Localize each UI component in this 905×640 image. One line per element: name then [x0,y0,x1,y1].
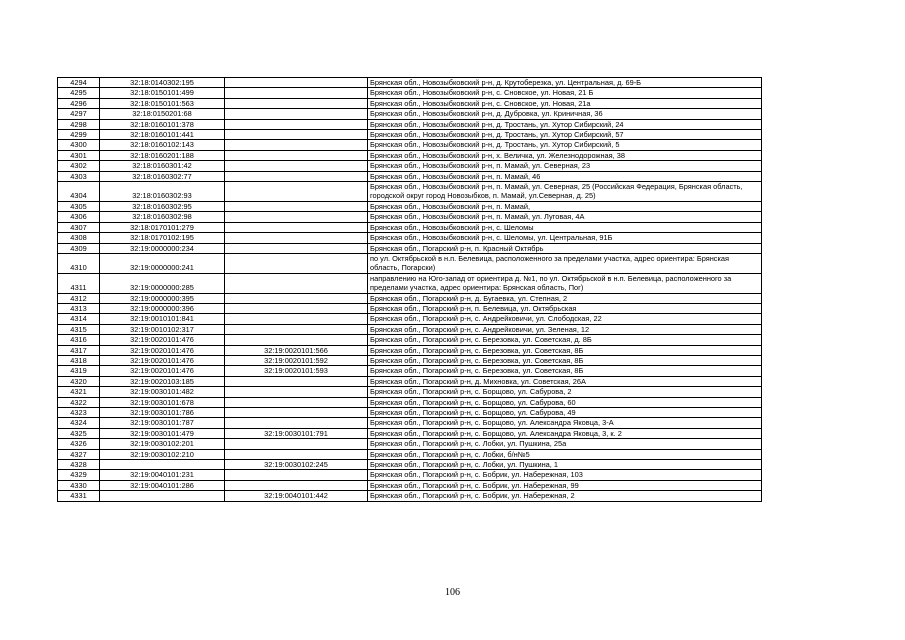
related-cadastral-number-cell [225,335,368,345]
row-number-cell: 4315 [58,324,100,334]
related-cadastral-number-cell [225,418,368,428]
address-cell: Брянская обл., Новозыбковский р-н, с. Сновское, ул. Новая, 21 Б [368,88,762,98]
table-row [58,366,762,376]
related-cadastral-number-cell [225,182,368,202]
address-cell: Брянская обл., Погарский р-н, с. Березовка, ул. Советская, 8Б [368,355,762,365]
cadastral-number-cell: 32:19:0020101:476 [100,366,225,376]
cadastral-number-cell: 32:18:0160102:143 [100,140,225,150]
related-cadastral-number-cell [225,98,368,108]
address-cell: Брянская обл., Погарский р-н, с. Бобрик, ул. Набережная, 2 [368,491,762,501]
table-row [58,212,762,222]
cadastral-number-cell: 32:19:0000000:395 [100,293,225,303]
page-number: 106 [445,587,460,598]
address-cell: Брянская обл., Погарский р-н, с. Борщово, ул. Сабурова, 2 [368,387,762,397]
cadastral-number-cell: 32:18:0160302:93 [100,182,225,202]
address-cell: Брянская обл., Новозыбковский р-н, д. Тростань, ул. Хутор Сибирский, 57 [368,130,762,140]
address-cell: Брянская обл., Погарский р-н, с. Лобки, б/н№5 [368,449,762,459]
table-row [58,449,762,459]
table-row [58,119,762,129]
table-row [58,109,762,119]
table-row [58,460,762,470]
cadastral-number-cell: 32:18:0160302:77 [100,171,225,181]
row-number-cell: 4304 [58,182,100,202]
related-cadastral-number-cell [225,150,368,160]
address-cell: Брянская обл., Новозыбковский р-н, п. Мамай, ул. Северная, 23 [368,161,762,171]
row-number-cell: 4306 [58,212,100,222]
cadastral-number-cell: 32:18:0160101:441 [100,130,225,140]
related-cadastral-number-cell [225,222,368,232]
table-row [58,253,762,273]
related-cadastral-number-cell [225,119,368,129]
related-cadastral-number-cell [225,293,368,303]
cadastral-number-cell: 32:19:0030101:482 [100,387,225,397]
cadastral-number-cell [100,491,225,501]
table-row [58,480,762,490]
table-row [58,376,762,386]
related-cadastral-number-cell [225,387,368,397]
table-row [58,324,762,334]
row-number-cell: 4323 [58,408,100,418]
row-number-cell: 4326 [58,439,100,449]
cadastral-number-cell: 32:19:0020101:476 [100,345,225,355]
table-row [58,491,762,501]
related-cadastral-number-cell [225,212,368,222]
cadastral-number-cell: 32:19:0020101:476 [100,335,225,345]
related-cadastral-number-cell [225,273,368,293]
address-cell: Брянская обл., Новозыбковский р-н, д. Тростань, ул. Хутор Сибирский, 24 [368,119,762,129]
table-row [58,345,762,355]
table-row [58,470,762,480]
row-number-cell: 4294 [58,78,100,88]
address-cell: Брянская обл., Новозыбковский р-н, с. Сновское, ул. Новая, 21а [368,98,762,108]
address-cell: Брянская обл., Новозыбковский р-н, п. Мамай, [368,201,762,211]
address-cell: Брянская обл., Новозыбковский р-н, д. Крутоберезка, ул. Центральная, д. 69-Б [368,78,762,88]
related-cadastral-number-cell [225,161,368,171]
row-number-cell: 4321 [58,387,100,397]
cadastral-number-cell: 32:19:0000000:396 [100,303,225,313]
cadastral-number-cell: 32:19:0040101:286 [100,480,225,490]
table-row [58,171,762,181]
address-cell: Брянская обл., Погарский р-н, с. Бобрик, ул. Набережная, 99 [368,480,762,490]
related-cadastral-number-cell: 32:19:0020101:593 [225,366,368,376]
related-cadastral-number-cell: 32:19:0030101:791 [225,428,368,438]
address-cell: Брянская обл., Погарский р-н, с. Андрейковичи, ул. Зеленая, 12 [368,324,762,334]
table-row [58,418,762,428]
row-number-cell: 4309 [58,243,100,253]
address-cell: направлению на Юго-запад от ориентира д. №1, по ул. Октябрьской в н.п. Белевица, расположенного за пределами участка, адрес ориентира: Брянская область, Пог) [368,273,762,293]
cadastral-number-cell: 32:18:0150101:563 [100,98,225,108]
related-cadastral-number-cell [225,439,368,449]
cadastral-number-cell: 32:19:0000000:285 [100,273,225,293]
table-row [58,161,762,171]
table-row [58,222,762,232]
row-number-cell: 4328 [58,460,100,470]
cadastral-number-cell: 32:18:0160301:42 [100,161,225,171]
cadastral-number-cell: 32:19:0020103:185 [100,376,225,386]
cadastral-number-cell: 32:18:0140302:195 [100,78,225,88]
address-cell: Брянская обл., Погарский р-н, с. Бобрик, ул. Набережная, 103 [368,470,762,480]
cadastral-number-cell: 32:18:0160201:188 [100,150,225,160]
table-row [58,387,762,397]
cadastral-number-cell: 32:19:0000000:241 [100,253,225,273]
cadastral-number-cell: 32:19:0020101:476 [100,355,225,365]
table-row [58,335,762,345]
row-number-cell: 4303 [58,171,100,181]
related-cadastral-number-cell [225,408,368,418]
related-cadastral-number-cell [225,201,368,211]
table-row [58,303,762,313]
row-number-cell: 4307 [58,222,100,232]
cadastral-number-cell: 32:19:0000000:234 [100,243,225,253]
cadastral-number-cell: 32:19:0030101:787 [100,418,225,428]
row-number-cell: 4305 [58,201,100,211]
table-row [58,355,762,365]
related-cadastral-number-cell: 32:19:0030102:245 [225,460,368,470]
row-number-cell: 4327 [58,449,100,459]
row-number-cell: 4316 [58,335,100,345]
row-number-cell: 4301 [58,150,100,160]
row-number-cell: 4330 [58,480,100,490]
cadastral-number-cell: 32:18:0170102:195 [100,233,225,243]
address-cell: Брянская обл., Погарский р-н, д. Михновка, ул. Советская, 26А [368,376,762,386]
related-cadastral-number-cell [225,109,368,119]
cadastral-number-cell: 32:18:0160302:95 [100,201,225,211]
address-cell: Брянская обл., Погарский р-н, п. Белевица, ул. Октябрьская [368,303,762,313]
address-cell: Брянская обл., Новозыбковский р-н, с. Шеломы [368,222,762,232]
table-row [58,182,762,202]
address-cell: Брянская обл., Погарский р-н, д. Бугаевка, ул. Степная, 2 [368,293,762,303]
table-row [58,293,762,303]
address-cell: по ул. Октябрьской в н.п. Белевица, расположенного за пределами участка, адрес ориентира: Брянская область, Погарски) [368,253,762,273]
related-cadastral-number-cell: 32:19:0020101:566 [225,345,368,355]
row-number-cell: 4312 [58,293,100,303]
related-cadastral-number-cell [225,130,368,140]
address-cell: Брянская обл., Погарский р-н, с. Березовка, ул. Советская, д. 8Б [368,335,762,345]
related-cadastral-number-cell [225,233,368,243]
row-number-cell: 4317 [58,345,100,355]
related-cadastral-number-cell [225,243,368,253]
table-row [58,98,762,108]
row-number-cell: 4325 [58,428,100,438]
address-cell: Брянская обл., Погарский р-н, п. Красный Октябрь [368,243,762,253]
table-row [58,397,762,407]
row-number-cell: 4331 [58,491,100,501]
row-number-cell: 4322 [58,397,100,407]
related-cadastral-number-cell [225,324,368,334]
cadastral-number-cell: 32:18:0150101:499 [100,88,225,98]
document-table [57,77,762,502]
table-row [58,428,762,438]
address-cell: Брянская обл., Погарский р-н, с. Лобки, ул. Пушкина, 1 [368,460,762,470]
related-cadastral-number-cell [225,480,368,490]
table-row [58,78,762,88]
cadastral-number-cell: 32:18:0170101:279 [100,222,225,232]
related-cadastral-number-cell [225,78,368,88]
related-cadastral-number-cell [225,88,368,98]
address-cell: Брянская обл., Погарский р-н, с. Лобки, ул. Пушкина, 25а [368,439,762,449]
row-number-cell: 4313 [58,303,100,313]
cadastral-number-cell: 32:19:0030101:786 [100,408,225,418]
address-cell: Брянская обл., Погарский р-н, с. Борщово, ул. Александра Яковца, 3-А [368,418,762,428]
address-cell: Брянская обл., Погарский р-н, с. Березовка, ул. Советская, 8Б [368,366,762,376]
cadastral-number-cell [100,460,225,470]
table-row [58,88,762,98]
row-number-cell: 4320 [58,376,100,386]
table-row [58,140,762,150]
table-row [58,150,762,160]
related-cadastral-number-cell [225,449,368,459]
address-cell: Брянская обл., Новозыбковский р-н, с. Шеломы, ул. Центральная, 91Б [368,233,762,243]
address-cell: Брянская обл., Погарский р-н, с. Андрейковичи, ул. Слободская, 22 [368,314,762,324]
related-cadastral-number-cell [225,470,368,480]
related-cadastral-number-cell: 32:19:0020101:592 [225,355,368,365]
related-cadastral-number-cell [225,253,368,273]
table-row [58,408,762,418]
row-number-cell: 4311 [58,273,100,293]
row-number-cell: 4329 [58,470,100,480]
address-cell: Брянская обл., Погарский р-н, с. Борщово, ул. Александра Яковца, 3, к. 2 [368,428,762,438]
address-cell: Брянская обл., Погарский р-н, с. Березовка, ул. Советская, 8Б [368,345,762,355]
row-number-cell: 4302 [58,161,100,171]
row-number-cell: 4298 [58,119,100,129]
related-cadastral-number-cell [225,376,368,386]
address-cell: Брянская обл., Новозыбковский р-н, п. Мамай, ул. Северная, 25 (Российская Федерация, Брянская область, городской округ город Новозыбков, п. Мамай, ул.Северная, д. 25) [368,182,762,202]
address-cell: Брянская обл., Новозыбковский р-н, д. Тростань, ул. Хутор Сибирский, 5 [368,140,762,150]
table-row [58,201,762,211]
address-cell: Брянская обл., Новозыбковский р-н, д. Дубровка, ул. Криничная, 36 [368,109,762,119]
cadastral-number-cell: 32:19:0040101:231 [100,470,225,480]
address-cell: Брянская обл., Новозыбковский р-н, п. Мамай, 46 [368,171,762,181]
cadastral-number-cell: 32:19:0030102:210 [100,449,225,459]
table-row [58,130,762,140]
address-cell: Брянская обл., Новозыбковский р-н, х. Величка, ул. Железнодорожная, 38 [368,150,762,160]
table-row [58,314,762,324]
table-body [58,78,762,502]
table-row [58,273,762,293]
row-number-cell: 4308 [58,233,100,243]
cadastral-number-cell: 32:19:0030101:678 [100,397,225,407]
row-number-cell: 4318 [58,355,100,365]
row-number-cell: 4295 [58,88,100,98]
cadastral-number-cell: 32:19:0030102:201 [100,439,225,449]
table-row [58,439,762,449]
table-row [58,233,762,243]
row-number-cell: 4310 [58,253,100,273]
related-cadastral-number-cell [225,303,368,313]
row-number-cell: 4319 [58,366,100,376]
row-number-cell: 4299 [58,130,100,140]
cadastral-number-cell: 32:18:0160302:98 [100,212,225,222]
related-cadastral-number-cell: 32:19:0040101:442 [225,491,368,501]
cadastral-number-cell: 32:19:0010101:841 [100,314,225,324]
address-cell: Брянская обл., Погарский р-н, с. Борщово, ул. Сабурова, 60 [368,397,762,407]
row-number-cell: 4314 [58,314,100,324]
cadastral-number-cell: 32:19:0010102:317 [100,324,225,334]
cadastral-number-cell: 32:18:0150201:68 [100,109,225,119]
related-cadastral-number-cell [225,314,368,324]
row-number-cell: 4324 [58,418,100,428]
cadastral-number-cell: 32:18:0160101:378 [100,119,225,129]
row-number-cell: 4297 [58,109,100,119]
address-cell: Брянская обл., Погарский р-н, с. Борщово, ул. Сабурова, 49 [368,408,762,418]
related-cadastral-number-cell [225,140,368,150]
table-row [58,243,762,253]
row-number-cell: 4300 [58,140,100,150]
related-cadastral-number-cell [225,397,368,407]
row-number-cell: 4296 [58,98,100,108]
cadastral-number-cell: 32:19:0030101:479 [100,428,225,438]
address-cell: Брянская обл., Новозыбковский р-н, п. Мамай, ул. Луговая, 4А [368,212,762,222]
related-cadastral-number-cell [225,171,368,181]
